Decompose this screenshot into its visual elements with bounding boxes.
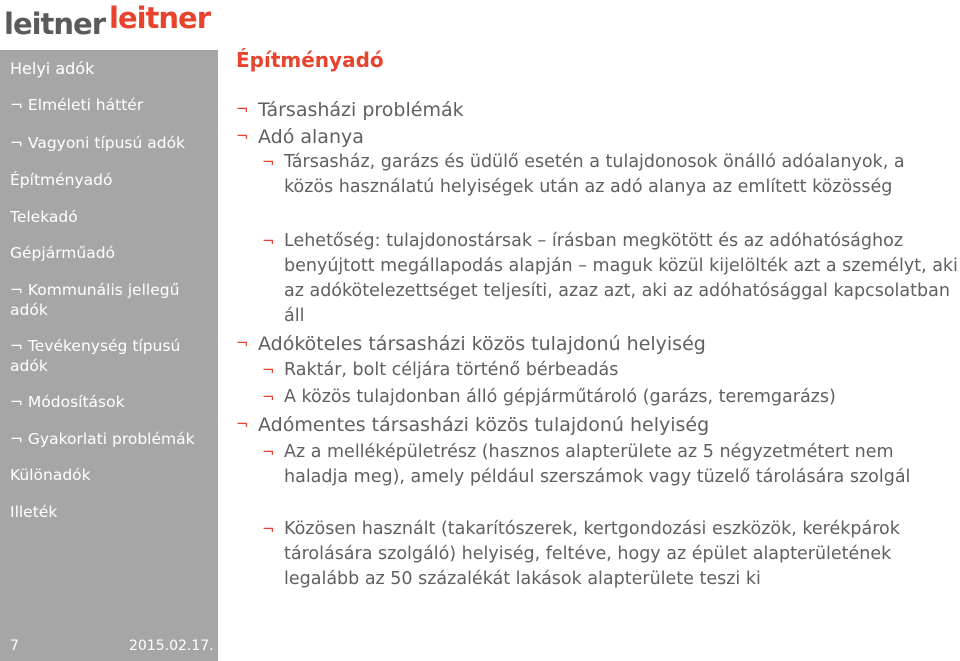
- bullet-text: Raktár, bolt céljára történő bérbeadás: [284, 360, 619, 380]
- bullet-item: [236, 412, 956, 439]
- page-number: 7: [10, 638, 19, 654]
- sidebar-item-elmeleti-hatter[interactable]: ¬ Elméleti háttér: [10, 96, 144, 114]
- sidebar-item-kommunalis-jellegu-adok[interactable]: ¬ Kommunális jellegű adók: [10, 281, 180, 319]
- bullet-marker: ¬: [236, 415, 249, 433]
- sidebar-item-tevekenyseg-tipusu-adok[interactable]: ¬ Tevékenység típusú adók: [10, 337, 181, 375]
- bullet-marker: ¬: [236, 100, 249, 118]
- bullet-item: [262, 385, 954, 410]
- bullet-marker: ¬: [262, 361, 275, 379]
- bullet-marker: ¬: [262, 520, 275, 538]
- bullet-item: [262, 440, 954, 490]
- bullet-text: Adómentes társasházi közös tulajdonú helyiség: [258, 414, 710, 436]
- sidebar: [0, 50, 218, 661]
- bullet-text: Lehetőség: tulajdonostársak – írásban megkötött és az adóhatósághoz benyújtott megállapodás alapján – maguk közül kijelölték azt a személyt, aki az adókötelezettséget teljesíti, azaz azt, aki az adóhatósággal kapcsolatban áll: [284, 231, 958, 326]
- bullet-text: Adóköteles társasházi közös tulajdonú helyiség: [258, 333, 706, 355]
- bullet-text: Társasházi problémák: [258, 99, 464, 121]
- bullet-item: [262, 150, 954, 200]
- bullet-text: A közös tulajdonban álló gépjárműtároló (garázs, teremgarázs): [284, 387, 836, 407]
- bullet-item: [262, 517, 960, 592]
- bullet-marker: ¬: [262, 153, 275, 171]
- bullet-marker: ¬: [262, 232, 275, 250]
- sidebar-item-telekado[interactable]: Telekadó: [10, 208, 78, 226]
- bullet-item: [236, 331, 956, 358]
- bullet-text: Közösen használt (takarítószerek, kertgondozási eszközök, kerékpárok tárolására szolgáló) helyiség, feltéve, hogy az épület alapterületének legalább az 50 százalékát lakások alapterülete teszi ki: [284, 519, 900, 589]
- sidebar-item-kulonadok[interactable]: Különadók: [10, 466, 91, 484]
- sidebar-item-epitmenyado[interactable]: Építményadó: [10, 171, 113, 189]
- bullet-marker: ¬: [262, 443, 275, 461]
- bullet-item: [236, 97, 956, 124]
- sidebar-item-vagyoni-tipusu-adok[interactable]: ¬ Vagyoni típusú adók: [10, 134, 186, 152]
- sidebar-title[interactable]: Helyi adók: [10, 59, 95, 78]
- bullet-marker: ¬: [262, 388, 275, 406]
- bullet-item: [236, 124, 956, 151]
- slide-date: 2015.02.17.: [129, 638, 214, 654]
- bullet-item: [262, 229, 960, 329]
- bullet-marker: ¬: [236, 334, 249, 352]
- bullet-text: Társasház, garázs és üdülő esetén a tulajdonosok önálló adóalanyok, a közös használatú helyiségek után az adó alanya az említett közösség: [284, 152, 905, 197]
- bullet-text: Adó alanya: [258, 126, 364, 148]
- sidebar-item-illetek[interactable]: Illeték: [10, 503, 58, 521]
- page-title: Építményadó: [236, 48, 384, 72]
- bullet-item: [262, 358, 954, 383]
- logo-red-text: leitner: [109, 1, 211, 35]
- bullet-marker: ¬: [236, 127, 249, 145]
- sidebar-item-modositasok[interactable]: ¬ Módosítások: [10, 393, 125, 411]
- sidebar-item-gepjarmuado[interactable]: Gépjárműadó: [10, 244, 116, 262]
- sidebar-item-gyakorlati-problemak[interactable]: ¬ Gyakorlati problémák: [10, 430, 195, 448]
- logo-grey-text: leitner: [4, 7, 106, 41]
- bullet-text: Az a melléképületrész (hasznos alapterülete az 5 négyzetmétert nem haladja meg), amely például szerszámok vagy tüzelő tárolására szolgál: [284, 442, 911, 487]
